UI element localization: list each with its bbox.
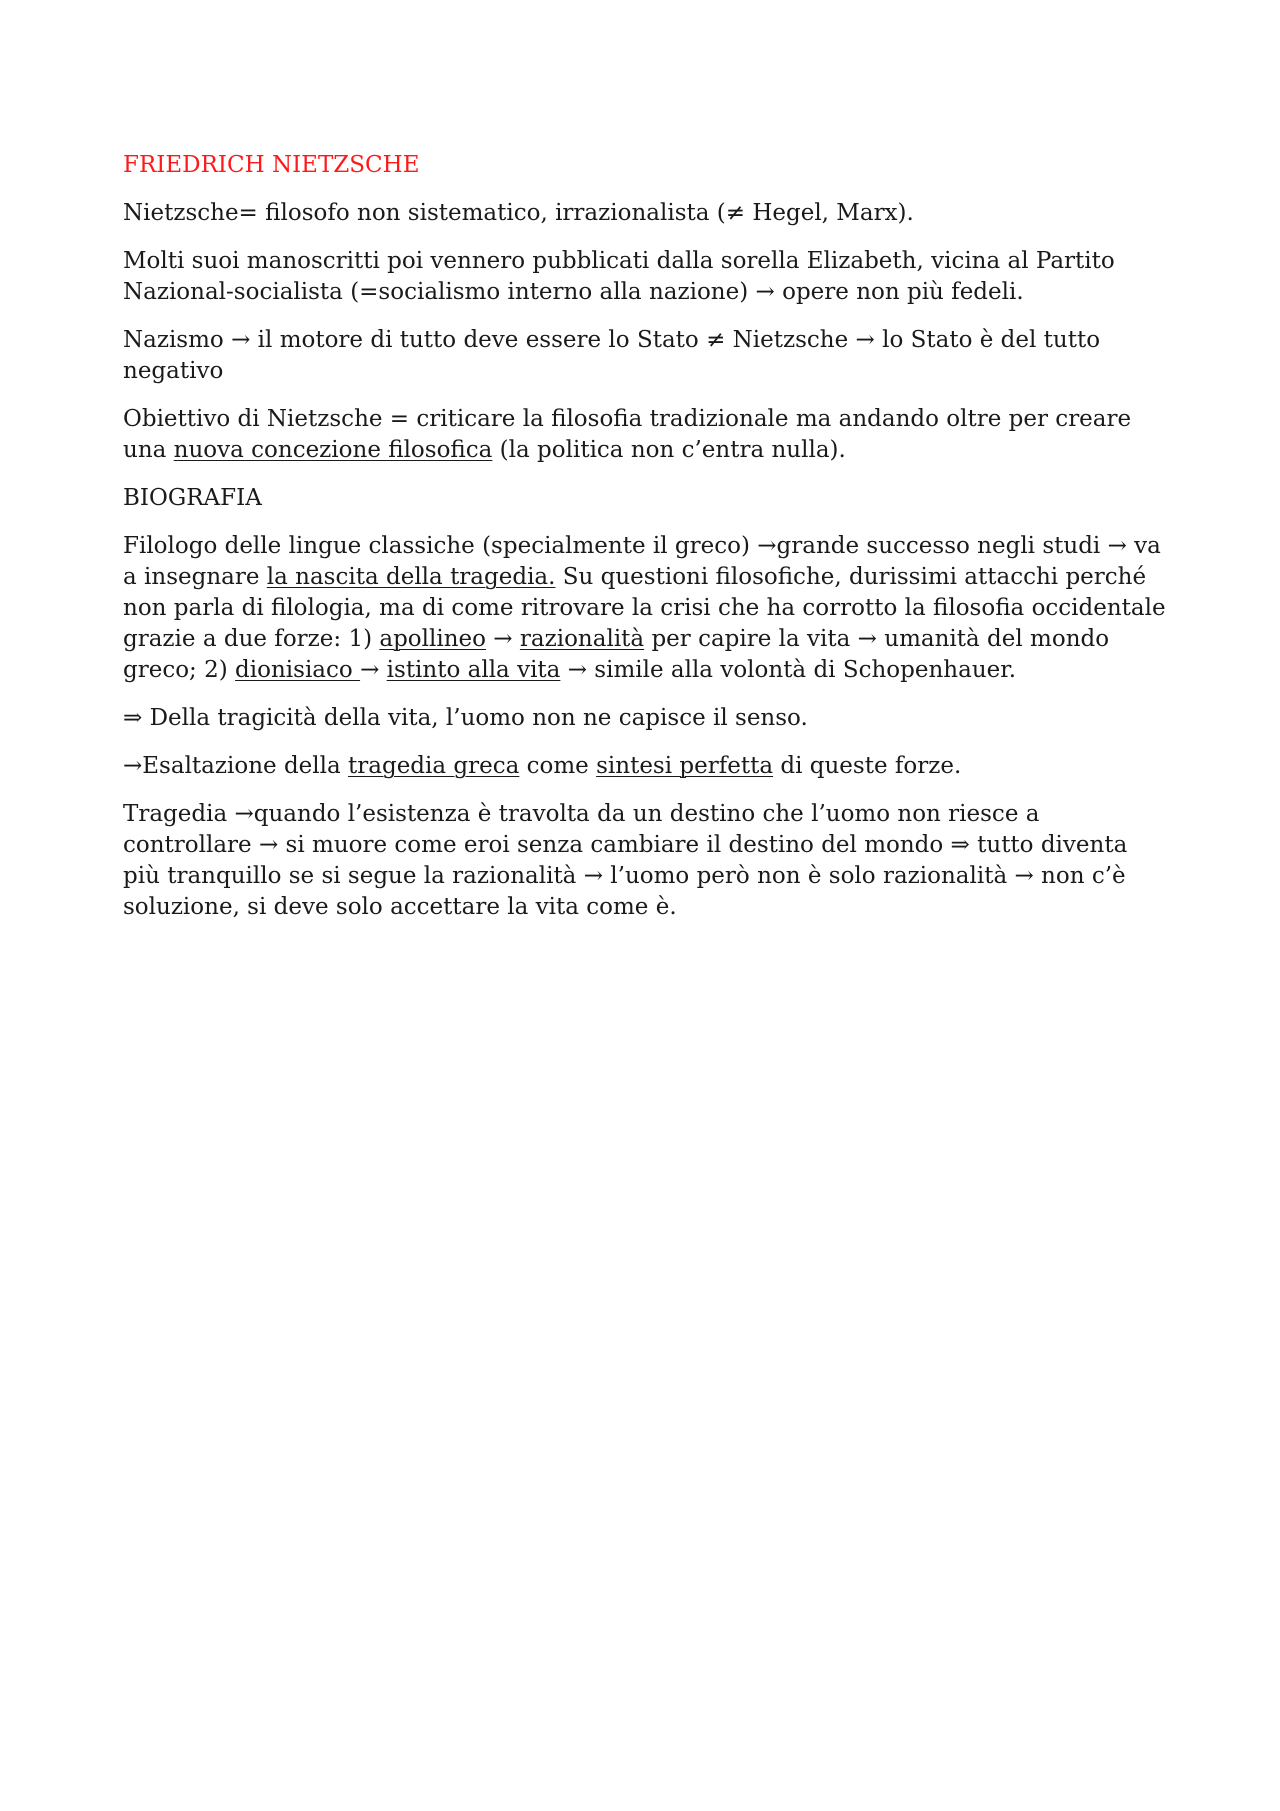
text-span: (la politica non c’entra nulla). — [492, 437, 846, 463]
text-span: Obiettivo di Nietzsche = criticare la filosofia tradizionale ma andando oltre per creare una — [123, 406, 1132, 463]
paragraph-nazism: Nazismo → il motore di tutto deve essere lo Stato ≠ Nietzsche → lo Stato è del tutto negativo — [123, 327, 1101, 384]
underlined-term: la nascita della tragedia. — [266, 564, 556, 590]
paragraph-manuscripts: Molti suoi manoscritti poi vennero pubblicati dalla sorella Elizabeth, vicina al Partito Nazional-socialista (=socialismo interno alla nazione) → opere non più fedeli. — [123, 248, 1115, 305]
text-span: Filologo delle lingue classiche (specialmente il greco) →grande successo negli studi → va a insegnare — [123, 533, 1161, 590]
text-span: Su questioni filosofiche, durissimi attacchi perché non parla di filologia, ma di come ritrovare la crisi che ha corrotto la filosofia occidentale grazie a due forze: 1) — [123, 564, 1166, 652]
document-title: FRIEDRICH NIETZSCHE — [123, 152, 420, 178]
underlined-term: nuova concezione filosofica — [173, 437, 493, 463]
underlined-term: apollineo — [379, 626, 486, 652]
underlined-term: dionisiaco — [235, 657, 361, 683]
underlined-term: tragedia greca — [348, 753, 520, 779]
underlined-term: sintesi perfetta — [596, 753, 774, 779]
text-span: per capire la vita → umanità del mondo greco; 2) — [123, 626, 1110, 683]
text-span: di queste forze. — [773, 753, 962, 779]
paragraph-tragicity: ⇒ Della tragicità della vita, l’uomo non ne capisce il senso. — [123, 705, 808, 731]
paragraph-objective — [123, 404, 1168, 466]
paragraph-exaltation — [123, 751, 1168, 782]
text-span: → — [360, 657, 387, 683]
underlined-term: razionalità — [519, 626, 645, 652]
paragraph-tragedy: Tragedia →quando l’esistenza è travolta da un destino che l’uomo non riesce a controllare → si muore come eroi senza cambiare il destino del mondo ⇒ tutto diventa più tranquillo se si segue la razionalità → l’uomo però non è solo razionalità → non c’è soluzione, si deve solo accettare la vita come è. — [123, 801, 1128, 920]
underlined-term: istinto alla vita — [386, 657, 561, 683]
text-span: → — [486, 626, 520, 652]
text-span: → simile alla volontà di Schopenhauer. — [560, 657, 1017, 683]
text-span: come — [519, 753, 597, 779]
paragraph-biography — [123, 531, 1168, 686]
paragraph-intro: Nietzsche= filosofo non sistematico, irrazionalista (≠ Hegel, Marx). — [123, 200, 914, 226]
text-span: →Esaltazione della — [123, 753, 349, 779]
section-heading-biografia: BIOGRAFIA — [123, 485, 262, 511]
document-page — [123, 150, 1168, 940]
